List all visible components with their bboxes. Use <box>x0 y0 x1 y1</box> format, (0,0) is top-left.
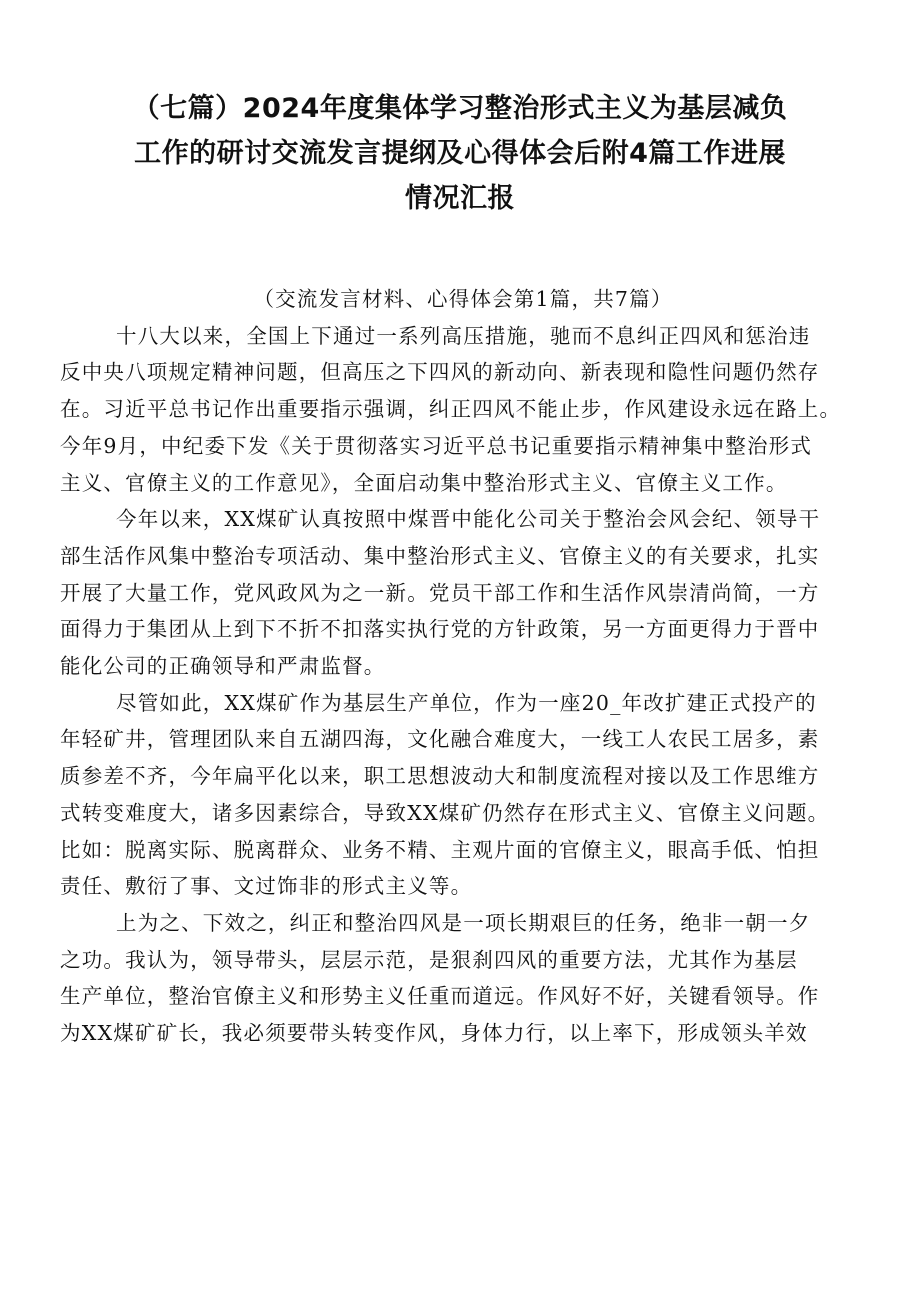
paragraph-2 <box>60 501 866 685</box>
text-line: 比如：脱离实际、脱离群众、业务不精、主观片面的官僚主义，眼高手低、怕担 <box>60 837 820 862</box>
paragraph-1 <box>60 318 866 502</box>
title-line: 工作的研讨交流发言提纲及心得体会后附4篇工作进展 <box>134 138 786 169</box>
text-line: 反中央八项规定精神问题，但高压之下四风的新动向、新表现和隐性问题仍然存 <box>60 360 820 385</box>
text-line: 式转变难度大，诸多因素综合，导致XX煤矿仍然存在形式主义、官僚主义问题。 <box>60 800 830 825</box>
text-line: 尽管如此，XX煤矿作为基层生产单位，作为一座20_年改扩建正式投产的 <box>116 690 817 715</box>
text-line: 为XX煤矿矿长，我必须要带头转变作风，身体力行，以上率下，形成领头羊效 <box>60 1021 808 1046</box>
text-line: 十八大以来，全国上下通过一系列高压措施，驰而不息纠正四风和惩治违 <box>116 323 811 348</box>
text-line: 开展了大量工作，党风政风为之一新。党员干部工作和生活作风崇清尚简，一方 <box>60 580 820 605</box>
document-body <box>60 281 866 1052</box>
paragraph-4 <box>60 905 866 1052</box>
text-line: 主义、官僚主义的工作意见》，全面启动集中整治形式主义、官僚主义工作。 <box>60 470 788 495</box>
text-line: 之功。我认为，领导带头，层层示范，是狠刹四风的重要方法，尤其作为基层 <box>60 947 798 972</box>
text-line: 生产单位，整治官僚主义和形势主义任重而道远。作风好不好，关键看领导。作 <box>60 984 820 1009</box>
text-line: 今年以来，XX煤矿认真按照中煤晋中能化公司关于整治会风会纪、领导干 <box>116 507 821 532</box>
text-line: 上为之、下效之，纠正和整治四风是一项长期艰巨的任务，绝非一朝一夕 <box>116 910 811 935</box>
text-line: 在。习近平总书记作出重要指示强调，纠正四风不能止步，作风建设永远在路上。 <box>60 397 842 422</box>
document-title <box>60 86 860 221</box>
text-line: 面得力于集团从上到下不折不扣落实执行党的方针政策，另一方面更得力于晋中 <box>60 617 820 642</box>
text-line: 今年9月，中纪委下发《关于贯彻落实习近平总书记重要指示精神集中整治形式 <box>60 433 813 458</box>
title-line: 情况汇报 <box>405 183 515 214</box>
title-line: （七篇）2024年度集体学习整治形式主义为基层减负 <box>132 93 788 124</box>
text-line: 部生活作风集中整治专项活动、集中整治形式主义、官僚主义的有关要求，扎实 <box>60 543 820 568</box>
paragraph-3 <box>60 685 866 905</box>
text-line: 质参差不齐，今年扁平化以来，职工思想波动大和制度流程对接以及工作思维方 <box>60 764 820 789</box>
text-line: 能化公司的正确领导和严肃监督。 <box>60 654 386 679</box>
text-line: 责任、敷衍了事、文过饰非的形式主义等。 <box>60 874 473 899</box>
text-line: 年轻矿井，管理团队来自五湖四海，文化融合难度大，一线工人农民工居多，素 <box>60 727 820 752</box>
document-subtitle: （交流发言材料、心得体会第1篇，共7篇） <box>253 287 673 311</box>
